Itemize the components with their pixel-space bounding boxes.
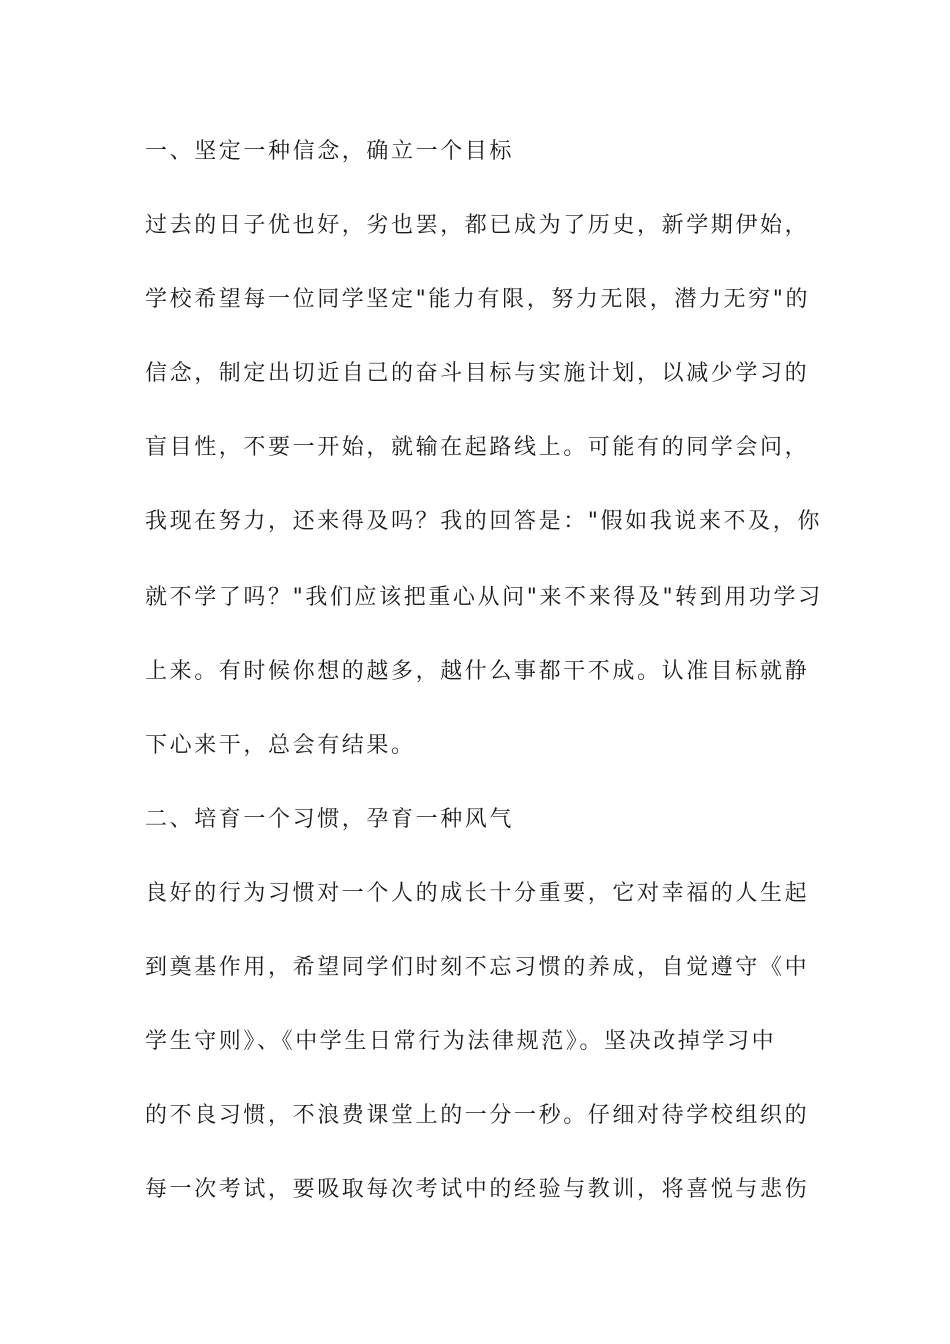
paragraph-line: 学校希望每一位同学坚定"能力有限，努力无限，潜力无穷"的 bbox=[145, 287, 811, 312]
paragraph-line: 信念，制定出切近自己的奋斗目标与实施计划，以减少学习的 bbox=[145, 361, 810, 386]
section-heading-2: 二、培育一个习惯，孕育一种风气 bbox=[145, 807, 515, 832]
paragraph-line: 过去的日子优也好，劣也罢，都已成为了历史，新学期伊始， bbox=[145, 213, 810, 238]
paragraph-line: 良好的行为习惯对一个人的成长十分重要，它对幸福的人生起 bbox=[145, 881, 810, 906]
paragraph-line: 每一次考试，要吸取每次考试中的经验与教训，将喜悦与悲伤 bbox=[145, 1177, 810, 1202]
section-heading-1: 一、坚定一种信念，确立一个目标 bbox=[145, 139, 515, 164]
paragraph-line: 就不学了吗？"我们应该把重心从问"来不来得及"转到用功学习 bbox=[145, 585, 823, 610]
paragraph-line: 我现在努力，还来得及吗？我的回答是："假如我说来不及，你 bbox=[145, 509, 822, 534]
paragraph-line: 盲目性，不要一开始，就输在起路线上。可能有的同学会问， bbox=[145, 435, 810, 460]
paragraph-line: 上来。有时候你想的越多，越什么事都干不成。认准目标就静 bbox=[145, 659, 810, 684]
paragraph-line: 到奠基作用，希望同学们时刻不忘习惯的养成，自觉遵守《中 bbox=[145, 955, 810, 980]
paragraph-line: 的不良习惯，不浪费课堂上的一分一秒。仔细对待学校组织的 bbox=[145, 1103, 810, 1128]
paragraph-line: 下心来干，总会有结果。 bbox=[145, 733, 416, 758]
paragraph-line: 学生守则》、《中学生日常行为法律规范》。坚决改掉学习中 bbox=[145, 1029, 777, 1054]
